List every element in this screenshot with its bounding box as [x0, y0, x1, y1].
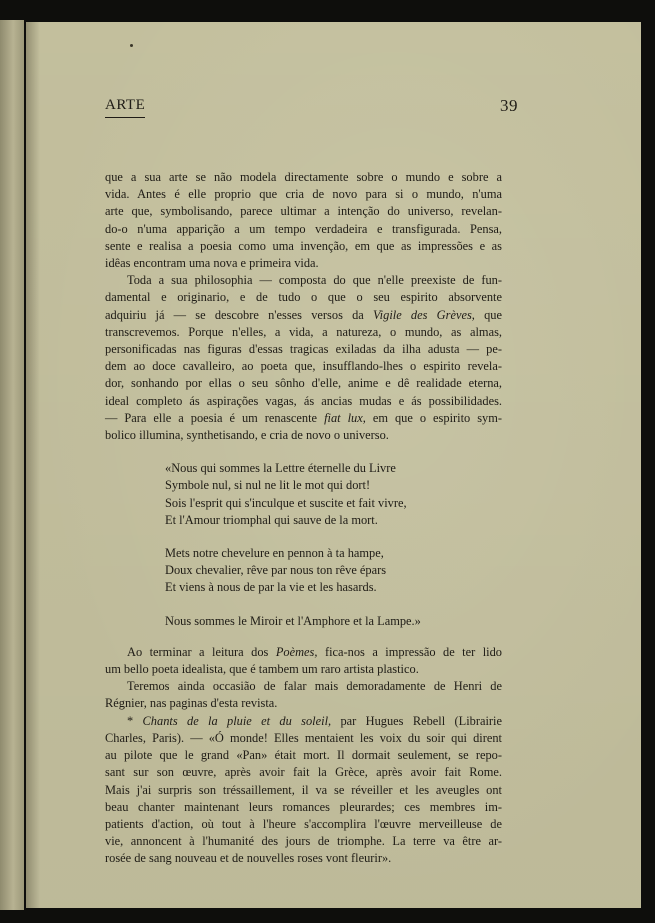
text-line: idêas encontram uma nova e primeira vida. — [105, 256, 319, 271]
text-run: que — [474, 307, 502, 322]
text-line: patients d'action, où tout à l'heure s'accomplira l'œuvre merveilleuse de — [105, 816, 502, 831]
stanza — [165, 545, 502, 597]
text-line: transcrevemos. Porque n'elles, a vida, a natureza, o mundo, as almas, — [105, 324, 502, 339]
text-line: personificadas nas figuras d'essas tragicas exiladas da ilha adusta — pe- — [105, 342, 502, 357]
verse-line: «Nous qui sommes la Lettre éternelle du Livre — [165, 461, 396, 476]
running-header — [105, 97, 518, 119]
closing-section — [105, 644, 502, 868]
verse-line: Nous sommes le Miroir et l'Amphore et la Lampe.» — [165, 613, 421, 628]
ink-speck — [130, 44, 133, 47]
stanza — [165, 613, 502, 630]
text-line: dem ao doce cavalleiro, ao poeta que, insufflando-lhes o espirito revela- — [105, 359, 502, 374]
stanza — [165, 460, 502, 529]
text-run: — Para elle a poesia é um renascente — [105, 410, 325, 425]
text-line: Régnier, nas paginas d'esta revista. — [105, 696, 278, 711]
text-line: vida. Antes é elle proprio que cria de novo para si o mundo, n'uma — [105, 187, 502, 202]
book-title: Chants de la pluie et du soleil, — [142, 713, 332, 728]
text-line: ideal completo ás aspirações vagas, ás ancias mudas e ás possibilidades. — [105, 393, 502, 408]
text-line — [105, 410, 502, 427]
text-line: sant sur son œuvre, après avoir fait la Grèce, après avoir fait Rome. — [105, 765, 502, 780]
gutter-shadow — [26, 22, 40, 908]
text-run: adquiriu já — se descobre n'esses versos da — [105, 307, 374, 322]
text-run: Ao terminar a leitura dos — [127, 644, 276, 659]
text-line: Mais j'ai surpris son tréssaillement, il va se réveiller et les aveugles ont — [105, 782, 502, 797]
text-run: em que o espirito sym- — [365, 410, 502, 425]
text-line: Toda a sua philosophia — composta do que n'elle preexiste de fun- — [127, 273, 502, 288]
text-line: um bello poeta idealista, que é tambem um raro artista plastico. — [105, 662, 419, 677]
verse-line: Et viens à nous de par la vie et les hasards. — [165, 580, 377, 595]
text-line: vie, annoncent à l'humanité des jours de triomphe. La terre va être ar- — [105, 834, 502, 849]
latin-phrase: fiat lux, — [324, 410, 366, 425]
text-line: rosée de sang nouveau et de nouvelles roses vont fleurir». — [105, 851, 392, 866]
text-run: par Hugues Rebell (Librairie — [331, 713, 502, 728]
text-line: Charles, Paris). — «Ó monde! Elles mentaient les voix du soir qui dirent — [105, 730, 502, 745]
verse-line: Symbole nul, si nul ne lit le mot qui dort! — [165, 478, 371, 493]
text-line: sente e realisa a poesia como uma invenção, em que as impressões e as — [105, 238, 502, 253]
text-line: arte que, symbolisando, parece ultimar a intenção do universo, revelan- — [105, 204, 502, 219]
verse-line: Doux chevalier, rêve par nous ton rêve épars — [165, 563, 387, 578]
text-line — [105, 644, 502, 661]
text-line: dor, sonhando por ellas o seu sônho d'elle, anime e dê realidade eterna, — [105, 376, 502, 391]
verse-line: Mets notre chevelure en pennon à ta hampe, — [165, 546, 384, 561]
text-line: do-o n'uma apparição a um tempo verdadeira e transfigurada. Pensa, — [105, 221, 502, 236]
book-page — [26, 22, 641, 908]
page-number: 39 — [500, 96, 518, 115]
poem-quotation — [165, 460, 502, 630]
asterisk-marker: * — [127, 713, 134, 728]
verse-line: Et l'Amour triomphal qui sauve de la mort. — [165, 512, 378, 527]
previous-page-edge — [0, 20, 24, 910]
text-line: Teremos ainda occasião de falar mais demoradamente de Henri de — [127, 679, 502, 694]
text-run: fica-nos a impressão de ter lido — [317, 644, 502, 659]
text-line: au pilote que le grand «Pan» était mort. Il dormait seulement, se repo- — [105, 748, 502, 763]
text-line: bolico illumina, synthetisando, e cria de novo o universo. — [105, 428, 389, 443]
text-line — [105, 713, 502, 730]
article-body — [105, 169, 502, 868]
text-line — [105, 307, 502, 324]
book-title: Poèmes, — [275, 644, 318, 659]
text-line: que a sua arte se não modela directamente sobre o mundo e sobre a — [105, 170, 502, 184]
book-title: Vigile des Grèves, — [373, 307, 475, 322]
section-title: ARTE — [105, 97, 145, 118]
verse-line: Sois l'esprit qui s'inculque et suscite et fait vivre, — [165, 495, 407, 510]
text-line: damental e originario, e de tudo o que o seu espirito absorvente — [105, 290, 502, 305]
text-line: beau chanter maintenant leurs romances pleurardes; ces membres im- — [105, 799, 502, 814]
